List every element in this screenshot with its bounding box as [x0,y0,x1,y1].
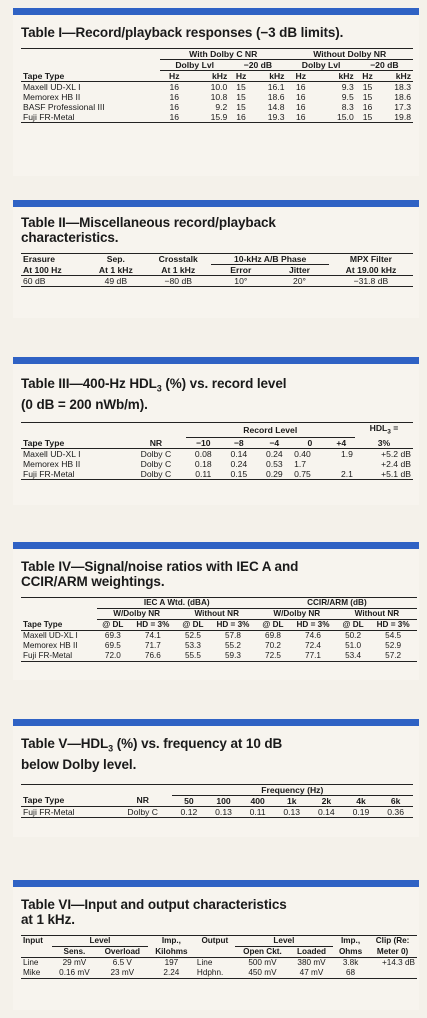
row-label: Line [23,958,39,967]
g-ccir: CCIR/ARM (dB) [257,598,417,609]
cell: 9.2 [215,102,228,112]
h-level: 0 [307,437,313,448]
h-nr: NR [149,437,163,448]
row-label: Memorex HB II [23,641,78,650]
table-3 [21,422,413,480]
cell: 10.8 [210,92,228,102]
cell: 68 [346,968,356,977]
table-row [21,102,413,112]
cell: 500 mV [248,958,277,967]
table-row [21,968,417,979]
cell: +5.2 dB [381,448,411,459]
h-nr: NR [136,795,149,806]
cell: 0.14 [230,448,248,459]
row-label: Fuji FR-Metal [23,651,73,660]
sub-minus20-2: −20 dB [356,60,413,71]
table-6-title [21,897,419,927]
cell: 8.3 [341,102,354,112]
col-khz: kHz [338,71,354,81]
cell: 72.0 [104,651,121,660]
cell: 19.3 [267,112,285,122]
h-error: Error [230,265,252,275]
table-row [21,958,417,969]
table-2-panel [13,200,419,318]
cell: 20° [293,276,306,286]
cell: 51.0 [345,641,362,650]
h-clip: Clip (Re: [375,936,410,946]
table-3-panel [13,357,419,505]
group-without-dolby: Without Dolby NR [286,49,413,60]
row-label: Maxell UD-XL I [23,82,81,92]
table-6 [21,935,417,979]
h-kilohms: Kilohms [155,946,188,956]
h-sep-sub: At 1 kHz [98,264,133,275]
h-record-level: Record Level [186,422,355,437]
h-wo-nr: Without NR [177,609,257,620]
cell: 47 mV [299,968,324,977]
cell: 69.5 [104,641,121,650]
table-row [21,276,413,287]
row-label: Memorex HB II [23,92,81,102]
cell: 14.8 [267,102,285,112]
h-loaded: Loaded [296,947,327,956]
cell: 0.29 [265,468,283,479]
h-hd3: HD = 3% [136,620,170,629]
table-4-title-line2: CCIR/ARM weightings. [21,574,165,589]
cell: Dolby C [140,458,172,469]
h-at-dl: @ DL [102,620,124,629]
cell: −31.8 dB [353,276,389,286]
table-4-rule [13,542,419,549]
h-hd3: HD = 3% [296,620,330,629]
row-label: Maxell UD-XL I [23,631,78,640]
cell: 16 [362,102,373,112]
cell: 0.11 [195,468,212,479]
cell [368,968,417,979]
cell: 15 [362,112,373,122]
cell: 16 [295,102,306,112]
cell: 69.8 [265,631,281,640]
row-label: Memorex HB II [23,458,81,469]
cell: 72.4 [305,641,321,650]
cell: 16 [236,112,246,122]
table-5-title-b: (%) vs. frequency at 10 dB [113,736,283,751]
cell: 0.18 [194,458,212,469]
h-phase: 10-kHz A/B Phase [211,254,328,265]
cell: 0.40 [294,448,311,459]
table-5-rule [13,719,419,726]
cell: 197 [164,958,179,967]
table-row [21,112,413,123]
table-4-title-line1: Table IV—Signal/noise ratios with IEC A and [21,559,299,574]
cell: −80 dB [164,276,192,286]
table-3-title [21,376,419,412]
cell: 15 [236,82,246,92]
col-hz: Hz [169,71,180,81]
cell: 0.36 [387,806,404,817]
cell: Dolby C [140,448,172,459]
row-label: Fuji FR-Metal [23,112,75,122]
cell: 57.2 [385,651,402,660]
table-row [21,806,413,817]
cell: 70.2 [265,641,281,650]
h-meter0: Meter 0) [376,946,409,956]
cell: Dolby C [127,806,158,817]
h-open-ckt: Open Ckt. [243,947,282,956]
h-jitter: Jitter [289,265,311,275]
table-row [21,82,413,93]
h-ohms: Ohms [338,946,363,956]
cell: 0.13 [283,806,301,817]
cell: 16 [169,92,180,102]
cell: 59.3 [224,651,241,660]
cell: 2.1 [340,468,353,479]
h-level: −4 [269,437,280,448]
h-imp: Imp., [161,936,181,946]
table-row [21,631,417,642]
g-iec: IEC A Wtd. (dBA) [97,598,257,609]
h-freq: 6k [390,795,401,806]
h-frequency: Frequency (Hz) [172,784,413,795]
table-4-title [21,559,419,589]
cell: 15.9 [210,112,228,122]
cell: 1.7 [294,458,307,469]
table-1-panel [13,8,419,176]
cell: Fuji FR-Metal [23,806,75,817]
h-tape-type: Tape Type [23,795,65,806]
table-row [21,459,413,469]
h-hd3: HD = 3% [216,620,250,629]
cell: Hdphn. [196,968,224,977]
cell: 0.08 [194,448,212,459]
cell: +5.1 dB [381,468,411,479]
h-input: Input [23,936,44,946]
table-5-title-line2: below Dolby level. [21,756,137,772]
cell: 3.8k [342,958,359,967]
cell: 15 [236,92,246,102]
h-freq: 50 [184,795,194,806]
cell: 29 mV [62,958,87,967]
table-2-title-line1: Table II—Miscellaneous record/playback [21,215,276,230]
table-row [21,651,417,662]
table-3-title-sub: 3 [156,383,162,394]
cell: 0.14 [317,806,335,817]
cell: 55.2 [224,641,241,650]
table-5-title [21,736,419,772]
cell: 18.6 [394,92,411,102]
cell: +14.3 dB [381,958,415,967]
h-overload: Overload [104,947,141,956]
col-khz: kHz [395,71,411,81]
cell: 74.1 [144,631,161,640]
cell: 53.4 [345,651,362,660]
h-level: +4 [336,437,347,448]
cell: 16 [295,92,306,102]
cell: 16 [169,112,180,122]
h-hdl-3pct: 3% [377,437,391,448]
table-2-rule [13,200,419,207]
cell: 0.15 [230,468,248,479]
cell: 0.53 [265,458,283,469]
sub-minus20: −20 dB [229,60,286,71]
col-khz: kHz [269,71,285,81]
table-3-title-line2: (0 dB = 200 nWb/m). [21,396,148,412]
cell: 2.24 [163,968,180,977]
cell: 380 mV [297,958,326,967]
row-label: Maxell UD-XL I [23,448,81,459]
table-4-panel [13,542,419,680]
cell: 16 [295,82,306,92]
table-5-title-sub: 3 [108,743,114,754]
h-freq: 400 [250,795,265,806]
cell: 74.6 [305,631,321,640]
h-tape-type: Tape Type [23,619,63,629]
cell: Dolby C [140,468,172,479]
h-freq: 100 [216,795,231,806]
cell: 10° [234,276,248,286]
h-mpx: MPX Filter [349,254,392,265]
col-tape-type: Tape Type [23,70,65,81]
cell: 77.1 [305,651,321,660]
h-crosstalk-sub: At 1 kHz [161,264,196,275]
col-khz: kHz [212,71,228,81]
h-erasure: Erasure [23,254,56,265]
cell: 55.5 [184,651,201,660]
cell: 23 mV [110,968,135,977]
h-level: −8 [233,437,244,448]
h-at-dl: @ DL [182,620,204,629]
h-level-out: Level [235,936,333,947]
table-3-title-a: Table III—400-Hz HDL [21,376,157,391]
h-hdl: $HDL_3$ = [369,422,399,436]
cell: 0.19 [352,806,370,817]
row-label: Mike [23,968,41,977]
table-5 [21,784,413,818]
group-with-dolby: With Dolby C NR [160,49,286,60]
table-2 [21,253,413,287]
sub-dolby-lvl-2: Dolby Lvl [286,60,355,71]
h-freq: 1k [286,795,297,806]
table-6-title-line1: Table VI—Input and output characteristics [21,897,287,912]
h-w-dolby: W/Dolby NR [97,609,177,620]
table-1 [21,48,413,123]
cell: 49 dB [104,276,128,286]
col-hz: Hz [235,71,247,81]
table-4 [21,597,417,662]
cell: 15 [236,102,246,112]
row-label: BASF Professional III [23,102,105,112]
table-1-rule [13,8,419,15]
cell: 57.8 [224,631,241,640]
cell: 69.3 [104,631,121,640]
table-2-title-line2: characteristics. [21,230,119,245]
h-imp-out: Imp., [341,936,361,946]
h-sep: Sep. [106,254,125,265]
cell: Line [196,958,213,967]
sub-dolby-lvl: Dolby Lvl [160,60,229,71]
cell: 60 dB [23,276,46,286]
cell: 0.24 [230,458,248,469]
cell: 16 [169,82,180,92]
cell: 19.8 [394,112,411,122]
h-sens: Sens. [63,947,86,956]
cell [328,459,355,469]
table-row [21,469,413,480]
h-w-dolby-2: W/Dolby NR [257,609,337,620]
cell: 50.2 [345,631,362,640]
cell: 72.5 [265,651,281,660]
cell: 52.5 [184,631,201,640]
cell: 53.3 [184,641,201,650]
cell: 1.9 [340,448,353,459]
cell: 0.75 [294,468,311,479]
table-3-title-b: (%) vs. record level [161,376,287,391]
h-level: −10 [196,437,211,448]
h-crosstalk: Crosstalk [158,254,198,265]
table-5-title-a: Table V—HDL [21,736,109,751]
cell: 9.5 [341,92,354,102]
table-2-title [21,215,419,245]
table-5-panel [13,719,419,837]
h-at-dl: @ DL [342,620,364,629]
cell: 17.3 [394,102,411,112]
cell: 76.6 [144,651,161,660]
h-at-dl: @ DL [262,620,284,629]
cell: 0.24 [265,448,283,459]
h-mpx-sub: At 19.00 kHz [345,264,397,275]
cell: 15 [362,92,373,102]
cell: 52.9 [385,641,402,650]
h-hd3: HD = 3% [376,620,410,629]
h-freq: 2k [321,795,332,806]
cell: 16 [295,112,306,122]
cell: 0.12 [180,806,198,817]
table-row [21,92,413,102]
table-3-rule [13,357,419,364]
cell: 54.5 [385,631,402,640]
h-level: Level [52,936,148,947]
h-tape-type: Tape Type [23,437,65,448]
cell: 16 [169,102,180,112]
cell: 0.16 mV [59,968,90,977]
h-output: Output [201,936,229,946]
table-row [21,448,413,459]
table-6-title-line2: at 1 kHz. [21,912,75,927]
table-1-title: Table I—Record/playback responses (−3 dB limits). [21,25,344,40]
col-hz: Hz [362,71,373,81]
cell: 15.0 [337,112,354,122]
cell: 18.6 [267,92,285,102]
cell: 10.0 [210,82,228,92]
cell: 18.3 [394,82,411,92]
cell: 450 mV [248,968,277,977]
h-wo-nr-2: Without NR [337,609,417,620]
cell: 71.7 [144,641,161,650]
cell: 6.5 V [112,958,132,967]
h-erasure-sub: At 100 Hz [23,264,62,275]
cell: 16.1 [267,82,285,92]
row-label: Fuji FR-Metal [23,468,75,479]
table-row [21,641,417,651]
h-freq: 4k [356,795,366,806]
cell: 0.11 [249,806,266,817]
table-6-rule [13,880,419,887]
cell: +2.4 dB [381,458,411,469]
cell: 0.13 [215,806,232,817]
cell: 9.3 [341,82,354,92]
col-hz: Hz [295,71,306,81]
table-6-panel [13,880,419,1010]
cell: 15 [362,82,373,92]
